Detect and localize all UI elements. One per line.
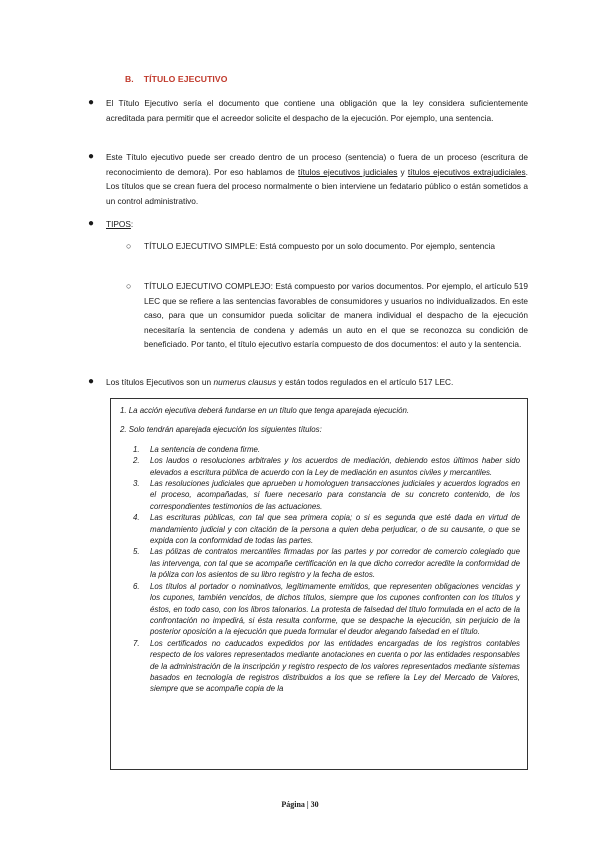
section-title: TÍTULO EJECUTIVO xyxy=(143,74,228,84)
circle-bullet-icon: ○ xyxy=(126,241,132,251)
bullet-creation xyxy=(88,150,528,208)
quote-list-item xyxy=(120,581,520,638)
item-number: 4. xyxy=(133,513,140,523)
bullet-numerus-clausus xyxy=(88,375,528,390)
bullet-text xyxy=(106,150,528,208)
numerus-clausus-term: numerus clausus xyxy=(213,377,277,387)
bullet-text xyxy=(106,217,528,232)
text-run: Los títulos Ejecutivos son un xyxy=(106,377,214,387)
quote-list-item xyxy=(120,512,520,546)
quote-list xyxy=(120,444,520,695)
bullet-icon: ● xyxy=(88,376,95,387)
text-run: Este Título ejecutivo puede ser creado dentro de un proceso (sentencia) o fuera de un proceso (escritura de reconocimiento de demora). Por eso hablamos de xyxy=(106,152,528,177)
item-text: Los títulos al portador o nominativos, legítimamente emitidos, que representen obligaciones vencidas y los cupones, también vencidos, de dichos títulos, siempre que los cupones confronten con los títulos y éstos, en todo caso, con los libros talonarios. La protesta de falsedad del título formulada en el acto de la confrontación no impedirá, si ésta resulta conforme, que se despache la ejecución, sin perjuicio de la posterior oposición a la ejecución que pueda formular el deudor alegando falsedad en el título. xyxy=(150,581,520,637)
bullet-text xyxy=(106,375,528,390)
quote-paragraph-2: 2. Solo tendrán aparejada ejecución los siguientes títulos: xyxy=(120,425,322,435)
tipo-complejo xyxy=(126,279,528,352)
text-run: y están todos regulados en el artículo 517 LEC. xyxy=(276,377,454,387)
page-number-footer: Página | 30 xyxy=(281,800,319,809)
bullet-text: El Título Ejecutivo sería el documento que contiene una obligación que la ley considera suficientemente acreditada para permitir que el acreedor solicite el despacho de la ejecución. Por ejemplo, una sentencia. xyxy=(106,98,528,123)
item-text: Las pólizas de contratos mercantiles firmadas por las partes y por corredor de comercio colegiado que las intervenga, con tal que se acompañe certificación en la que dicho corredor acredite la conformidad de la póliza con los asientos de su libro registro y la fecha de estos. xyxy=(150,547,520,580)
judicial-titles-term: títulos ejecutivos judiciales xyxy=(298,166,398,177)
bullet-definition xyxy=(88,96,528,125)
item-number: 2. xyxy=(133,456,140,466)
quote-list-item xyxy=(120,478,520,512)
article-517-quote-box xyxy=(110,398,528,770)
tipos-label: TIPOS xyxy=(106,219,131,229)
bullet-tipos xyxy=(88,217,528,232)
circle-bullet-icon: ○ xyxy=(126,281,132,291)
item-number: 1. xyxy=(133,444,140,454)
item-text: Las resoluciones judiciales que aprueben u homologuen transacciones judiciales y acuerdos logrados en el proceso, acompañadas, si fuere necesario para constancia de su concreto contenido, de los correspondientes testimonios de las actuaciones. xyxy=(150,479,520,511)
tipo-simple xyxy=(126,239,528,254)
item-text: Los laudos o resoluciones arbitrales y los acuerdos de mediación, debiendo estos últimos haber sido elevados a escritura pública de acuerdo con la Ley de mediación en asuntos civiles y mercantiles. xyxy=(150,456,520,477)
tipo-complejo-text: TÍTULO EJECUTIVO COMPLEJO: Está compuesto por varios documentos. Por ejemplo, el artículo 519 LEC que se refiere a las sentencias favorables de consumidores y usuarios no individualizados. En este caso, para que un consumidor pueda solicitar de manera individual el despacho de la ejecución necesitaría la sentencia de condena y además un auto en el que se reconozca su condición de beneficiado. Por tanto, el título ejecutivo estaría compuesto de dos documentos: el auto y la sentencia. xyxy=(144,281,528,350)
item-text: La sentencia de condena firme. xyxy=(150,444,261,454)
item-text: Las escrituras públicas, con tal que sea primera copia; o si es segunda que esté dada en virtud de mandamiento judicial y con citación de la persona a quien deba perjudicar, o de su causante, o que se expida con la conformidad de todas las partes. xyxy=(150,513,520,546)
extrajudicial-titles-term: títulos ejecutivos extrajudiciales xyxy=(407,166,526,177)
text-run: . Los títulos que se crean fuera del proceso normalmente o bien interviene un fedatario público o están sometidos a un control administrativo. xyxy=(106,166,528,206)
section-letter: B. xyxy=(125,74,134,84)
item-text: Los certificados no caducados expedidos por las entidades encargadas de los registros contables respecto de los valores representados mediante anotaciones en cuenta o por las entidades responsables de la administración de la inscripción y registro respecto de los valores representados mediante sistemas basados en tecnología de registros distribuidos a los que se refiere la Ley del Mercado de Valores, siempre que se acompañe copia de la xyxy=(150,638,520,694)
quote-paragraph-1: 1. La acción ejecutiva deberá fundarse en un título que tenga aparejada ejecución. xyxy=(120,406,410,415)
item-number: 3. xyxy=(133,479,140,489)
text-run: y xyxy=(397,166,408,177)
text-run: : xyxy=(130,219,134,229)
quote-list-item xyxy=(120,638,520,695)
item-number: 6. xyxy=(133,581,140,591)
item-number: 7. xyxy=(133,638,140,648)
bullet-icon: ● xyxy=(88,151,95,162)
item-number: 5. xyxy=(133,547,140,557)
bullet-icon: ● xyxy=(88,218,95,229)
section-heading xyxy=(125,74,228,84)
tipo-simple-text: TÍTULO EJECUTIVO SIMPLE: Está compuesto por un solo documento. Por ejemplo, sentencia xyxy=(144,241,495,251)
quote-list-item xyxy=(120,444,520,455)
quote-list-item xyxy=(120,546,520,580)
quote-list-item xyxy=(120,455,520,478)
bullet-icon: ● xyxy=(88,97,95,108)
